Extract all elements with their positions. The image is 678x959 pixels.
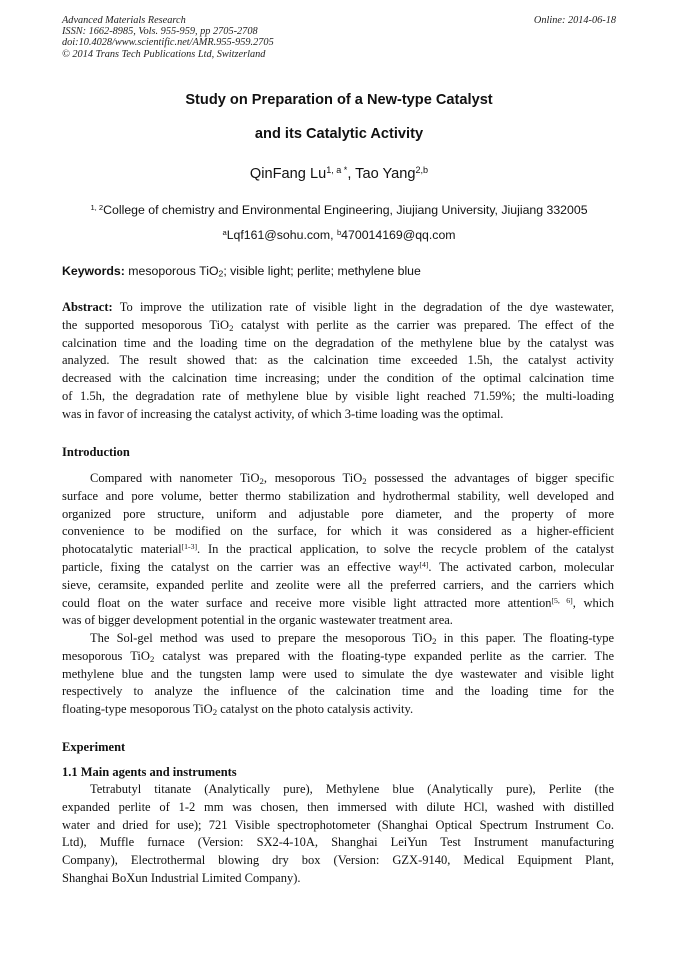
subscript: 2 <box>432 635 437 646</box>
citation-ref[interactable]: [4] <box>419 559 429 569</box>
text-line <box>62 701 614 719</box>
text-line <box>62 299 614 317</box>
keywords-label: Keywords: <box>62 264 125 278</box>
affiliation-mark: 1, 2 <box>90 202 104 212</box>
keywords-text: ; visible light; perlite; methylene blue <box>223 264 421 278</box>
text-run: particle, fixing the catalyst on the carrier was an effective way <box>62 559 420 574</box>
text-run: catalyst on the photo catalysis activity. <box>217 702 414 717</box>
email-mark: b <box>336 227 342 237</box>
abstract-label: Abstract: <box>62 300 113 314</box>
subscript: 2 <box>229 322 234 333</box>
keywords <box>62 264 616 278</box>
text-run: . In the practical application, to solve the recycle problem of the catalyst <box>197 542 614 557</box>
citation-ref[interactable]: [5, 6] <box>551 595 573 605</box>
text-line: Tetrabutyl titanate (Analytically pure), Methylene blue (Analytically pure), Perlite (the <box>90 782 614 796</box>
subsection-heading: 1.1 Main agents and instruments <box>62 765 237 779</box>
text-line: Company), Electrothermal blowing dry box (Version: GZX-9140, Medical Equipment Plant, <box>62 853 614 868</box>
text-run: photocatalytic material <box>62 542 182 557</box>
text-run: could float on the water surface and receive more visible light attracted more attention <box>62 595 552 610</box>
author-list <box>0 166 678 182</box>
text-line: analyzed. The result showed that: as the calcination time exceeded 1.5h, the catalyst activity <box>62 353 614 368</box>
journal-name: Advanced Materials Research <box>62 15 186 26</box>
text-line: surface and pore volume, better thermo stabilization and hydrothermal stability, well developed and <box>62 488 614 503</box>
text-run: . The activated carbon, molecular <box>428 559 614 574</box>
text-line <box>62 541 614 559</box>
paper-title-line-1: Study on Preparation of a New-type Catalyst <box>185 92 493 108</box>
text-run: , mesoporous TiO <box>263 471 363 485</box>
text-line: was in favor of increasing the catalyst activity, of which 3-time loading was the optimal. <box>62 406 504 421</box>
subscript: 2 <box>362 475 367 486</box>
text-line: convenience to be modified on the surface, for which it was considered as a higher-efficient <box>62 524 614 539</box>
text-run: The Sol-gel method was used to prepare the mesoporous TiO <box>90 631 433 645</box>
text-line: respectively to analyze the influence of the calcination time and the loading time for the <box>62 684 614 699</box>
affiliation-text: College of chemistry and Environmental Engineering, Jiujiang University, Jiujiang 332005 <box>103 203 588 217</box>
author-affiliation-mark: 1, a * <box>326 165 348 176</box>
subscript: 2 <box>212 706 218 717</box>
text-line: sieve, ceramsite, expanded perlite and zeolite were all the preferred carriers, and the carriers which <box>62 577 614 592</box>
author-name: Tao Yang <box>355 166 416 182</box>
text-line: organized pore structure, uniform and adjustable pore diameter, and the property of more <box>62 506 614 521</box>
author-name: QinFang Lu <box>249 166 327 182</box>
section-heading-introduction: Introduction <box>62 445 130 459</box>
author-emails <box>0 228 678 242</box>
subscript: 2 <box>149 653 155 664</box>
text-run: floating-type mesoporous TiO <box>62 702 213 717</box>
text-run: possessed the advantages of bigger specific <box>366 471 614 485</box>
text-run: To improve the utilization rate of visible light in the degradation of the dye wastewater, <box>112 300 614 314</box>
abstract <box>62 299 614 424</box>
text-run: Compared with nanometer TiO <box>90 471 260 485</box>
journal-header <box>62 15 616 60</box>
text-line: Ltd), Muffle furnace (Version: SX2-4-10A, Shanghai LeiYun Test Instrument manufacturing <box>62 835 614 850</box>
keywords-text: mesoporous TiO <box>124 264 219 278</box>
author-separator: , <box>347 166 356 182</box>
text-run: , which <box>572 595 614 610</box>
experiment-paragraph <box>62 781 614 888</box>
text-line: decreased with the calcination time increasing; under the condition of the optimal calcination time <box>62 371 614 386</box>
citation-ref[interactable]: [1-3] <box>181 541 198 551</box>
text-line: water and dried for use); 721 Visible spectrophotometer (Shanghai Optical Spectrum Instrument Co. <box>62 817 614 832</box>
introduction-paragraph-2 <box>62 630 614 719</box>
text-line <box>62 317 614 335</box>
text-line: calcination time and the loading time on the degradation of the methylene blue by the catalyst was <box>62 335 614 350</box>
text-run: catalyst with perlite as the carrier was prepared. The effect of the <box>233 317 615 332</box>
text-line <box>62 470 614 488</box>
introduction-paragraph-1 <box>62 470 614 630</box>
author-affiliation-mark: 2,b <box>415 165 429 176</box>
issn-line: ISSN: 1662-8985, Vols. 955-959, pp 2705-2708 <box>62 26 258 38</box>
text-line: expanded perlite of 1-2 mm was chosen, then immersed with dilute HCl, washed with distilled <box>62 799 614 814</box>
text-line: was of bigger development potential in the organic wastewater treatment area. <box>62 613 453 628</box>
email-mark: a <box>222 227 227 237</box>
text-line: methylene blue and the tungsten lamp were used to simulate the dye wastewater and visible light <box>62 666 614 681</box>
online-date: Online: 2014-06-18 <box>533 15 616 26</box>
text-line <box>62 630 614 648</box>
text-run: catalyst was prepared with the floating-type expanded perlite as the carrier. The <box>154 648 614 663</box>
copyright-line: © 2014 Trans Tech Publications Ltd, Switzerland <box>62 48 266 60</box>
text-line <box>62 595 614 613</box>
subscript: 2 <box>259 475 264 486</box>
text-line <box>62 648 614 666</box>
text-line <box>62 559 614 577</box>
email-link[interactable]: Lqf161@sohu.com, <box>226 228 337 242</box>
subscript: 2 <box>218 268 224 279</box>
text-line: of 1.5h, the degradation rate of methylene blue by visible light reached 71.59%; the multi-loading <box>62 388 614 403</box>
section-heading-experiment: Experiment <box>62 740 126 754</box>
text-run: in this paper. The floating-type <box>436 631 615 645</box>
text-line: Shanghai BoXun Industrial Limited Company). <box>62 870 301 885</box>
text-run: the supported mesoporous TiO <box>62 317 230 332</box>
text-run: mesoporous TiO <box>62 648 150 663</box>
email-link[interactable]: 470014169@qq.com <box>341 228 456 242</box>
doi-line: doi:10.4028/www.scientific.net/AMR.955-959.2705 <box>62 37 274 49</box>
paper-title-line-2: and its Catalytic Activity <box>254 126 424 142</box>
affiliation <box>0 203 678 217</box>
